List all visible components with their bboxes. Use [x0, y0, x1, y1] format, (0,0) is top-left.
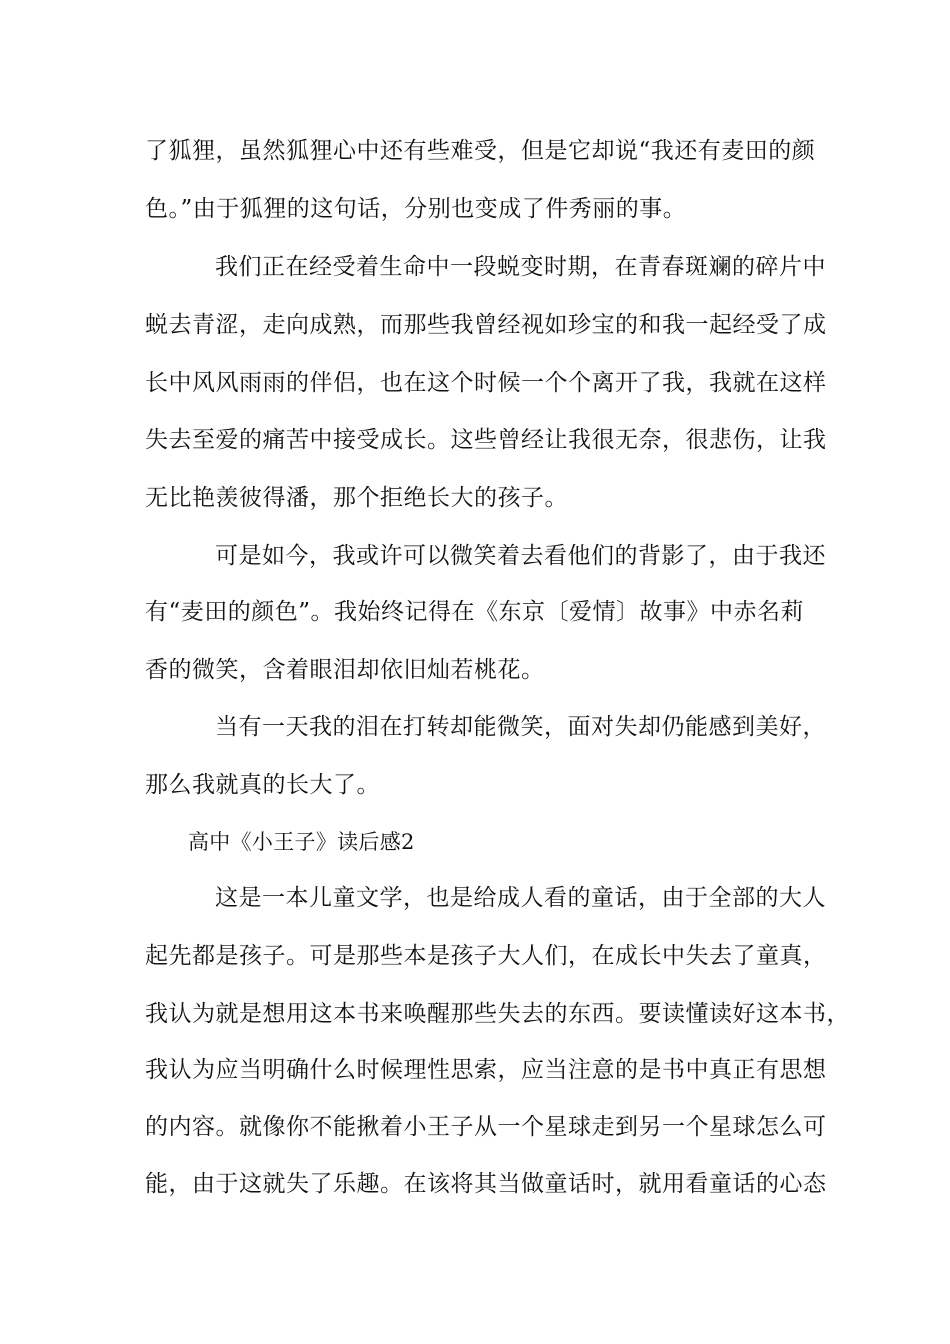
paragraph-line: 可是如今，我或许可以微笑着去看他们的背影了，由于我还	[215, 543, 826, 569]
paragraph-line: 那么我就真的长大了。	[145, 772, 380, 798]
paragraph-line: 当有一天我的泪在打转却能微笑，面对失却仍能感到美好，	[215, 714, 826, 740]
section-heading: 高中《小王子》读后感2	[188, 830, 415, 854]
paragraph-line: 我认为应当明确什么时候理性思索，应当注意的是书中真正有思想	[145, 1057, 827, 1083]
paragraph-line: 我们正在经受着生命中一段蜕变时期，在青春斑斓的碎片中	[215, 254, 826, 280]
paragraph-line: 无比艳羡彼得潘，那个拒绝长大的孩子。	[145, 485, 568, 511]
paragraph-line: 我认为就是想用这本书来唤醒那些失去的东西。要读懂读好这本书，	[145, 1001, 850, 1027]
paragraph-line: 失去至爱的痛苦中接受成长。这些曾经让我很无奈，很悲伤，让我	[145, 427, 827, 453]
paragraph-line: 蜕去青涩，走向成熟，而那些我曾经视如珍宝的和我一起经受了成	[145, 312, 827, 338]
paragraph-line: 这是一本儿童文学，也是给成人看的童话，由于全部的大人	[215, 885, 826, 911]
paragraph-line: 有“麦田的颜色”。我始终记得在《东京〔爱情〕故事》中赤名莉	[145, 599, 805, 625]
paragraph-line: 的内容。就像你不能揪着小王子从一个星球走到另一个星球怎么可	[145, 1114, 827, 1140]
paragraph-line: 了狐狸，虽然狐狸心中还有些难受，但是它却说“我还有麦田的颜	[145, 138, 816, 164]
paragraph-line: 能，由于这就失了乐趣。在该将其当做童话时，就用看童话的心态	[145, 1171, 827, 1197]
paragraph-line: 香的微笑，含着眼泪却依旧灿若桃花。	[145, 657, 545, 683]
paragraph-line: 色。”由于狐狸的这句话，分别也变成了件秀丽的事。	[145, 196, 687, 222]
paragraph-line: 起先都是孩子。可是那些本是孩子大人们，在成长中失去了童真，	[145, 943, 827, 969]
paragraph-line: 长中风风雨雨的伴侣，也在这个时候一个个离开了我，我就在这样	[145, 370, 827, 396]
